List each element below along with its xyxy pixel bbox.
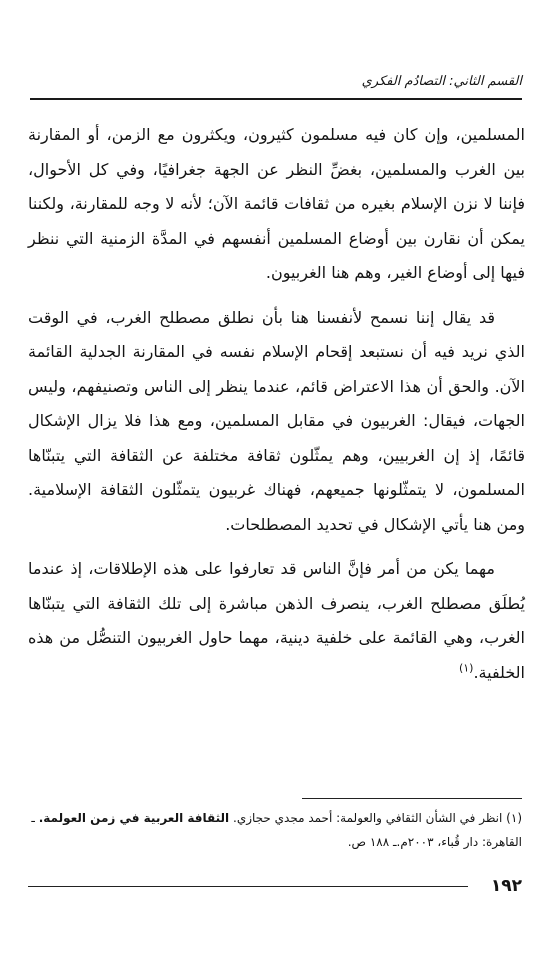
footnote-reference[interactable]: (١) — [458, 661, 474, 675]
page-number: ١٩٢ — [490, 876, 522, 896]
footnote-divider — [302, 798, 522, 799]
header-divider — [30, 98, 522, 100]
page-footer — [28, 874, 522, 898]
footnote-trailing-dash: ـ — [31, 811, 35, 825]
footnote — [28, 806, 522, 854]
footnote-book-title: الثقافة العربية في زمن العولمة. — [38, 811, 230, 825]
footer-divider — [28, 886, 468, 887]
paragraph-continued: المسلمين، وإن كان فيه مسلمون كثيرون، ويكثرون مع الزمن، أو المقارنة بين الغرب والمسلمين، بغضِّ النظر عن الجهة جغرافيًا، وفي كل الأحوال، فإننا لا نزن الإسلام بغيره من ثقافات قائمة الآن؛ لأنه لا وجه للمقارنة، ولكننا يمكن أن نقارن بين أوضاع المسلمين أنفسهم في المدَّة الزمنية التي ننظر فيها إلى أوضاع الغير، وهم هنا الغربيون. — [28, 125, 525, 282]
paragraph — [28, 552, 525, 690]
paragraph: قد يقال إننا نسمح لأنفسنا هنا بأن نطلق مصطلح الغرب، في الوقت الذي نريد فيه أن نستبعد إقحام الإسلام نفسه في المقارنة الجدلية القائمة الآن. والحق أن هذا الاعتراض قائم، عندما ينظر إلى الناس وتصنيفهم، وليس الجهات، فيقال: الغربيون في مقابل المسلمين، ومع هذا فلا يزال الإشكال قائمًا، إذ إن الغربيين، وهم يمثّلون ثقافة مختلفة عن الثقافة التي يتبنّاها المسلمون، لا يتمثّلونها جميعهم، فهناك غربيون يتمثّلون الثقافة الإسلامية. ومن هنا يأتي الإشكال في تحديد المصطلحات. — [28, 307, 525, 534]
footnote-text: انظر في الشأن الثقافي والعولمة: أحمد مجدي حجازي. — [233, 811, 503, 825]
body-text — [28, 118, 525, 690]
footnote-line-1 — [28, 806, 522, 830]
running-header: القسم الثاني: التصادُم الفكري — [361, 74, 522, 89]
paragraph-text: مهما يكن من أمر فإنَّ الناس قد تعارفوا على هذه الإطلاقات، إذ عندما يُطلَق مصطلح الغرب، ينصرف الذهن مباشرة إلى تلك الثقافة التي يتبنّاها الغرب، وهي القائمة على خلفية دينية، مهما حاول الغربيون التنصُّل من هذه الخلفية. — [28, 559, 525, 682]
footnote-number: (١) — [506, 811, 522, 825]
footnote-line-2: القاهرة: دار قُباء، ٢٠٠٣م.ـ ١٨٨ ص. — [347, 835, 522, 849]
